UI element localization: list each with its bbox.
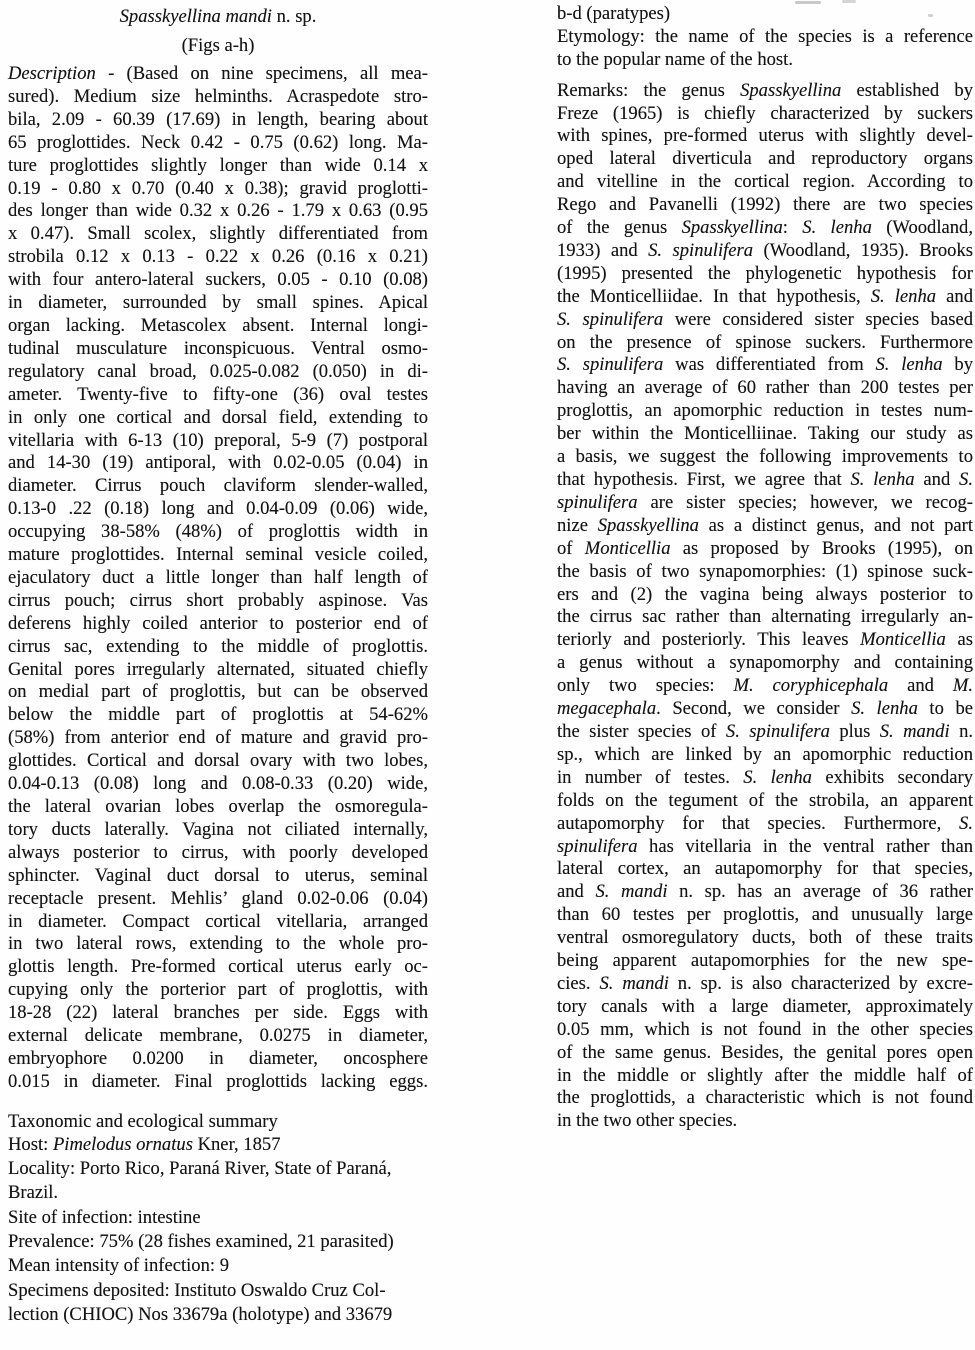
text-line: megacephala. Second, we consider S. lenha to be [557, 698, 973, 720]
text-line: lection (CHIOC) Nos 33679a (holotype) and 33679 [8, 1303, 393, 1325]
text-line: 0.13-0 .22 (0.18) long and 0.04-0.09 (0.06) wide, [8, 498, 428, 520]
text-line: cupying only the porterior part of proglottis, with [8, 979, 428, 1001]
taxonomic-summary-block [8, 1133, 428, 1327]
text-line: sp., which are linked by an apomorphic reduction [557, 743, 973, 765]
text-line: 0.19 - 0.80 x 0.70 (0.40 x 0.38); gravid proglotti- [8, 177, 428, 199]
text-line: spinulifera has vitellaria in the ventral rather than [557, 835, 973, 857]
text-line: the cirrus sac rather than alternating irregularly an- [557, 606, 973, 628]
text-line: receptacle present. Mehlis’ gland 0.02-0.06 (0.04) [8, 887, 428, 909]
text-line: embryophore 0.0200 in diameter, oncosphere [8, 1047, 428, 1069]
text-line: that hypothesis. First, we agree that S. lenha and S. [557, 469, 973, 491]
text-line: Rego and Pavanelli (1992) there are two species [557, 194, 973, 216]
text-line: in the two other species. [557, 1110, 738, 1132]
text-line: a genus without a synapomorphy and containing [557, 652, 973, 674]
left-column [8, 2, 428, 1327]
text-line: autapomorphy for that species. Furthermore, S. [557, 812, 973, 834]
summary-heading: Taxonomic and ecological summary [8, 1110, 278, 1132]
text-line: having an average of 60 rather than 200 testes per [557, 377, 973, 399]
text-line: ture proglottides slightly longer than wide 0.14 x [8, 154, 428, 176]
text-line: 65 proglottides. Neck 0.42 - 0.75 (0.62) long. Ma- [8, 131, 428, 153]
text-line: occupying 38-58% (48%) of proglottis width in [8, 521, 428, 543]
remarks-paragraph [557, 80, 973, 1134]
text-line: of Monticellia as proposed by Brooks (1995), on [557, 537, 974, 559]
text-line: ers and (2) the vagina being always posterior to [557, 583, 973, 605]
text-line: below the middle part of proglottis at 54-62% [8, 704, 428, 726]
text-line: tory canals with a large diameter, approximately [557, 995, 973, 1017]
text-line: tory ducts laterally. Vagina not ciliated internally, [8, 818, 428, 840]
text-line: (Figs a-h) [181, 35, 255, 56]
text-line: deferens highly coiled anterior to posterior end of [8, 612, 428, 634]
text-line: ventral osmoregulatory ducts, both of these traits [557, 927, 973, 949]
text-line: cies. S. mandi n. sp. is also characterized by excre- [557, 972, 973, 994]
text-line: b-d (paratypes) [557, 3, 671, 24]
text-line: lateral cortex, an autapomorphy for that species, [557, 858, 973, 880]
text-line: Genital pores irregularly alternated, situated chiefly [8, 658, 428, 680]
text-line: cirrus pouch; cirrus short probably aspinose. Vas [8, 589, 428, 611]
text-line: 0.04-0.13 (0.08) long and 0.08-0.33 (0.20) wide, [8, 773, 428, 795]
text-line: sured). Medium size helminths. Acraspedote stro- [8, 85, 428, 107]
text-line: tudinal musculature inconspicuous. Ventral osmo- [8, 337, 428, 359]
text-line: on medial part of proglottis, but can be observed [8, 681, 428, 703]
text-line: only two species: M. coryphicephala and M. [557, 675, 973, 697]
text-line: x 0.47). Small scolex, slightly differentiated from [8, 223, 428, 245]
text-line: ejaculatory duct a little longer than half length of [8, 566, 428, 588]
text-line: strobila 0.12 x 0.13 - 0.22 x 0.26 (0.16 x 0.21) [8, 246, 428, 268]
text-line: 0.05 mm, which is not found in the other species [557, 1018, 973, 1040]
text-line: Mean intensity of infection: 9 [8, 1255, 230, 1277]
text-line: in number of testes. S. lenha exhibits secondary [557, 766, 973, 788]
text-line: and S. mandi n. sp. has an average of 36 rather [557, 881, 973, 903]
text-line: Host: Pimelodus ornatus Kner, 1857 [8, 1133, 281, 1155]
text-line: ber within the Monticelliinae. Taking our study as [557, 423, 973, 445]
text-line: 18-28 (22) lateral branches per side. Eggs with [8, 1002, 428, 1024]
text-line: the Monticelliidae. In that hypothesis, S. lenha and [557, 285, 973, 307]
text-line: with four antero-lateral suckers, 0.05 - 0.10 (0.08) [8, 269, 428, 291]
text-line: Prevalence: 75% (28 fishes examined, 21 parasited) [8, 1230, 394, 1252]
text-line: 0.015 in diameter. Final proglottids lacking eggs. [8, 1070, 428, 1092]
text-line: Freze (1965) is chiefly characterized by suckers [557, 102, 973, 124]
text-line: Etymology: the name of the species is a reference [557, 26, 973, 48]
text-line: proglottis, an apomorphic reduction in testes num- [557, 400, 973, 422]
text-line: Spasskyellina mandi n. sp. [119, 6, 317, 27]
text-line: Locality: Porto Rico, Paraná River, State of Paraná, [8, 1158, 392, 1180]
text-line: in two lateral rows, extending to the whole pro- [8, 933, 428, 955]
text-line: being apparent autapomorphies for the new spe- [557, 950, 973, 972]
text-line: in diameter. Compact cortical vitellaria, arranged [8, 910, 428, 932]
text-line: in diameter, surrounded by small spines. Apical [8, 292, 428, 314]
text-line: bila, 2.09 - 60.39 (17.69) in length, bearing about [8, 108, 428, 130]
text-line: Site of infection: intestine [8, 1206, 201, 1228]
text-line: S. spinulifera was differentiated from S. lenha by [557, 354, 973, 376]
text-line: regulatory canal broad, 0.025-0.082 (0.050) in di- [8, 360, 428, 382]
text-line: Specimens deposited: Instituto Oswaldo Cruz Col- [8, 1279, 386, 1301]
text-line: ameter. Twenty-five to fifty-one (36) oval testes [8, 383, 428, 405]
text-line: always posterior to cirrus, with poorly developed [8, 841, 428, 863]
text-line: mature proglottides. Internal seminal vesicle coiled, [8, 544, 428, 566]
text-line: Brazil. [8, 1182, 59, 1204]
text-line: of the genus Spasskyellina: S. lenha (Woodland, [557, 217, 974, 239]
text-line: to the popular name of the host. [557, 49, 793, 71]
text-line: nize Spasskyellina as a distinct genus, and not part [557, 514, 973, 536]
text-line: the sister species of S. spinulifera plus S. mandi n. [557, 720, 974, 742]
text-line: cirrus sac, extending to the middle of proglottis. [8, 635, 428, 657]
etymology-block [557, 2, 973, 72]
text-line: in only one cortical and dorsal field, extending to [8, 406, 428, 428]
text-line: glottides. Cortical and dorsal ovary with two lobes, [8, 750, 428, 772]
description-paragraph [8, 63, 428, 1094]
text-line: teriorly and posteriorly. This leaves Monticellia as [557, 629, 974, 651]
text-line: on the presence of spinose suckers. Furthermore [557, 331, 973, 353]
text-line: the basis of two synapomorphies: (1) spinose suck- [557, 560, 973, 582]
text-line: external delicate membrane, 0.0275 in diameter, [8, 1025, 428, 1047]
text-line: and 14-30 (19) antiporal, with 0.02-0.05 (0.04) in [8, 452, 428, 474]
text-line: des longer than wide 0.32 x 0.26 - 1.79 x 0.63 (0.95 [8, 200, 428, 222]
text-line: Remarks: the genus Spasskyellina established by [557, 79, 973, 101]
text-line: oped lateral diverticula and reproductory organs [557, 148, 973, 170]
text-line: in the middle or slightly after the middle half of [557, 1064, 973, 1086]
text-line: S. spinulifera were considered sister species based [557, 308, 974, 330]
text-line: 1933) and S. spinulifera (Woodland, 1935). Brooks [557, 239, 974, 261]
text-line: glottis length. Pre-formed cortical uterus early oc- [8, 956, 428, 978]
text-line: diameter. Cirrus pouch claviform slender-walled, [8, 475, 428, 497]
text-line: the proglottids, a characteristic which is not found [557, 1087, 973, 1109]
text-line: organ lacking. Metascolex absent. Internal longi- [8, 314, 428, 336]
text-line: Description - (Based on nine specimens, all mea- [8, 63, 428, 84]
right-column [557, 2, 973, 1133]
text-line: (1995) presented the phylogenetic hypothesis for [557, 262, 973, 284]
text-line: folds on the tegument of the strobila, an apparent [557, 789, 973, 811]
text-line: (58%) from anterior end of mature and gravid pro- [8, 727, 428, 749]
text-line: the lateral ovarian lobes overlap the osmoregula- [8, 796, 428, 817]
text-line: with spines, pre-formed uterus with slightly devel- [557, 125, 973, 147]
text-line: a basis, we suggest the following improvements to [557, 446, 973, 468]
species-title [8, 2, 428, 60]
text-line: of the same genus. Besides, the genital pores open [557, 1041, 973, 1063]
text-line: sphincter. Vaginal duct dorsal to uterus, seminal [8, 864, 428, 886]
text-line: and vitelline in the cortical region. According to [557, 171, 973, 193]
text-line: vitellaria with 6-13 (10) preporal, 5-9 (7) postporal [8, 429, 428, 451]
text-line: than 60 testes per proglottis, and unusually large [557, 904, 973, 926]
text-line: spinulifera are sister species; however, we recog- [557, 491, 973, 513]
